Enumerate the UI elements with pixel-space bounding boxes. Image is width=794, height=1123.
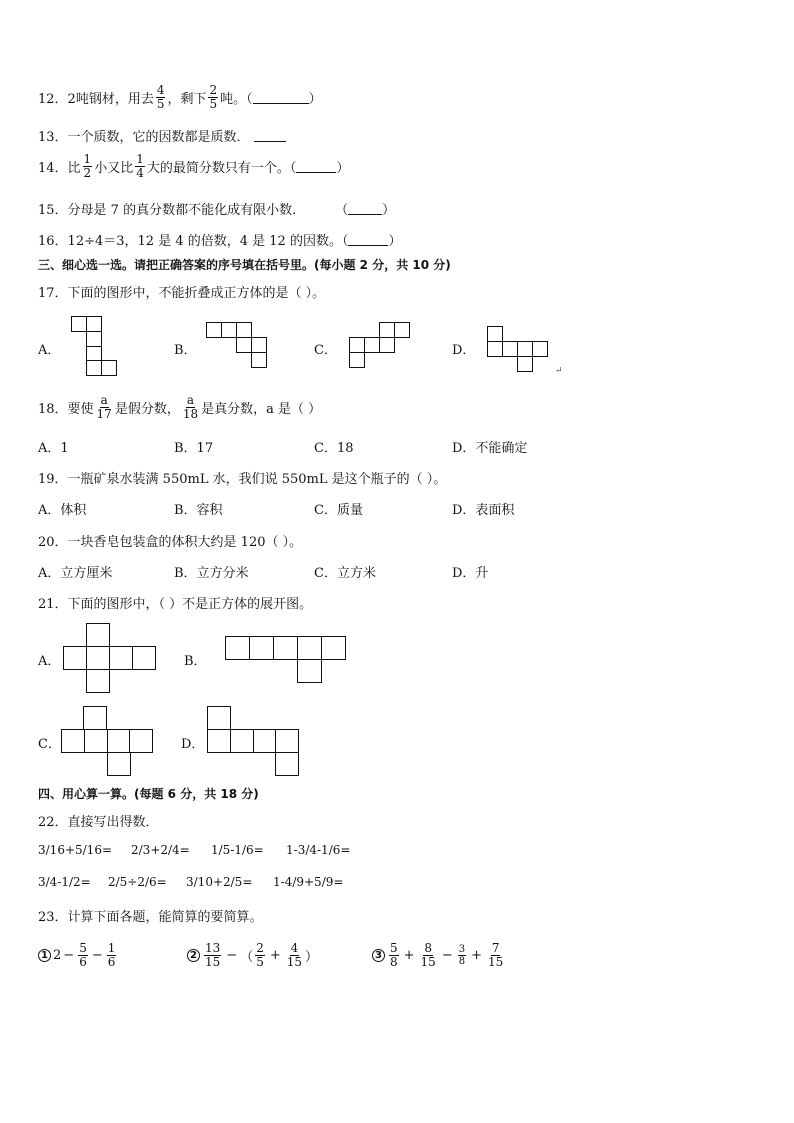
option-a[interactable]: A． (38, 654, 61, 669)
circled-number-3: 3 (372, 949, 385, 962)
answer-blank[interactable] (254, 129, 286, 142)
option-d[interactable]: D．表面积 (452, 503, 515, 518)
circled-number-2: 2 (187, 949, 200, 962)
fraction: $\frac{1}{2}$ (83, 152, 92, 180)
fraction: $\frac{7}{15}$ (488, 941, 504, 969)
question-16: 16．12÷4＝3，12 是 4 的倍数，4 是 12 的因数。（ ） (38, 234, 402, 249)
option-d[interactable]: D．不能确定 (452, 441, 528, 456)
calc-item: 1-3/4-1/6= (286, 843, 351, 857)
fraction: $\frac{2}{5}$ (209, 83, 218, 111)
calc-item: 1-4/9+5/9= (273, 875, 344, 889)
expression-3: 3 $\frac{5}{8}$ + $\frac{8}{15}$ − $\frac{3}{8}$ + $\frac{7}{15}$ (372, 942, 506, 969)
fraction: $\frac{a}{17}$ (96, 393, 112, 421)
option-c[interactable]: C．18 (314, 441, 354, 456)
question-21: 21．下面的图形中，（ ）不是正方体的展开图。 (38, 597, 313, 612)
option-a[interactable]: A．体积 (38, 503, 87, 518)
option-a[interactable]: A．1 (38, 441, 69, 456)
cube-net-b (206, 322, 268, 368)
question-20: 20．一块香皂包装盒的体积大约是 120（ ）。 (38, 535, 303, 550)
return-mark: ↵ (555, 366, 563, 376)
section-3-title: 三、细心选一选。请把正确答案的序号填在括号里。(每小题 2 分，共 10 分) (38, 258, 451, 272)
option-d[interactable]: D． (181, 737, 205, 752)
calc-item: 3/16+5/16= (38, 843, 113, 857)
fraction: $\frac{8}{15}$ (420, 941, 436, 969)
option-d[interactable]: D． (452, 343, 476, 358)
fraction: $\frac{4}{15}$ (286, 941, 303, 969)
answer-blank[interactable] (253, 91, 309, 104)
option-c[interactable]: C．质量 (314, 503, 363, 518)
question-15: 15．分母是 7 的真分数都不能化成有限小数． （ ） (38, 203, 396, 218)
option-b[interactable]: B． (174, 343, 197, 358)
question-14: 14．比 $\frac{1}{2}$ 小又比 $\frac{1}{4}$ 大的最简分数只有一个。（ ） (38, 152, 350, 180)
cube-net-d (487, 326, 549, 372)
option-c[interactable]: C．立方米 (314, 566, 376, 581)
fraction: $\frac{4}{5}$ (156, 83, 165, 111)
q12-prefix: 12．2吨钢材，用去 (38, 92, 154, 107)
fraction: $\frac{2}{5}$ (256, 941, 264, 969)
cube-net-d (207, 706, 299, 776)
question-12: 12．2吨钢材，用去 $\frac{4}{5}$ ，剩下 $\frac{2}{5}$ 吨。（ ） (38, 83, 322, 111)
question-17: 17．下面的图形中，不能折叠成正方体的是（ ）。 (38, 286, 326, 301)
cube-net-c (61, 706, 153, 776)
fraction: $\frac{3}{8}$ (458, 944, 466, 967)
option-b[interactable]: B． (184, 654, 207, 669)
answer-blank[interactable] (348, 202, 382, 215)
answer-blank[interactable] (296, 160, 336, 173)
option-b[interactable]: B．立方分米 (174, 566, 249, 581)
cube-net-c (349, 322, 411, 368)
fraction: $\frac{5}{6}$ (79, 941, 87, 969)
option-d[interactable]: D．升 (452, 566, 489, 581)
calc-item: 2/5÷2/6= (108, 875, 167, 889)
calc-item: 1/5-1/6= (211, 843, 264, 857)
circled-number-1: 1 (38, 949, 51, 962)
section-4-title: 四、用心算一算。(每题 6 分，共 18 分) (38, 787, 259, 801)
fraction: $\frac{5}{8}$ (390, 941, 398, 969)
option-b[interactable]: B．容积 (174, 503, 223, 518)
option-a[interactable]: A． (38, 343, 61, 358)
calc-item: 3/10+2/5= (186, 875, 253, 889)
question-23: 23．计算下面各题，能简算的要简算。 (38, 910, 263, 925)
question-19: 19．一瓶矿泉水装满 550mL 水，我们说 550mL 是这个瓶子的（ ）。 (38, 472, 447, 487)
option-c[interactable]: C． (314, 343, 337, 358)
cube-net-b (225, 636, 347, 684)
cube-net-a (71, 316, 117, 376)
question-13: 13．一个质数，它的因数都是质数． (38, 126, 286, 145)
expression-2: 2 $\frac{13}{15}$ − （ $\frac{2}{5}$ + $\frac{4}{15}$ ） (187, 942, 318, 969)
cube-net-a (63, 623, 157, 693)
fraction: $\frac{1}{6}$ (107, 941, 116, 969)
calc-item: 3/4-1/2= (38, 875, 91, 889)
calc-item: 2/3+2/4= (131, 843, 190, 857)
option-a[interactable]: A．立方厘米 (38, 566, 113, 581)
option-c[interactable]: C． (38, 737, 61, 752)
fraction: $\frac{1}{4}$ (136, 152, 144, 180)
option-b[interactable]: B．17 (174, 441, 214, 456)
question-18: 18．要使 $\frac{a}{17}$ 是假分数， $\frac{a}{18}$ 是真分数，a 是（ ） (38, 393, 322, 421)
expression-1: 1 2 − $\frac{5}{6}$ − $\frac{1}{6}$ (38, 942, 118, 969)
fraction: $\frac{a}{18}$ (182, 393, 199, 421)
question-22: 22．直接写出得数． (38, 815, 159, 830)
answer-blank[interactable] (348, 233, 388, 246)
fraction: $\frac{13}{15}$ (205, 941, 221, 969)
